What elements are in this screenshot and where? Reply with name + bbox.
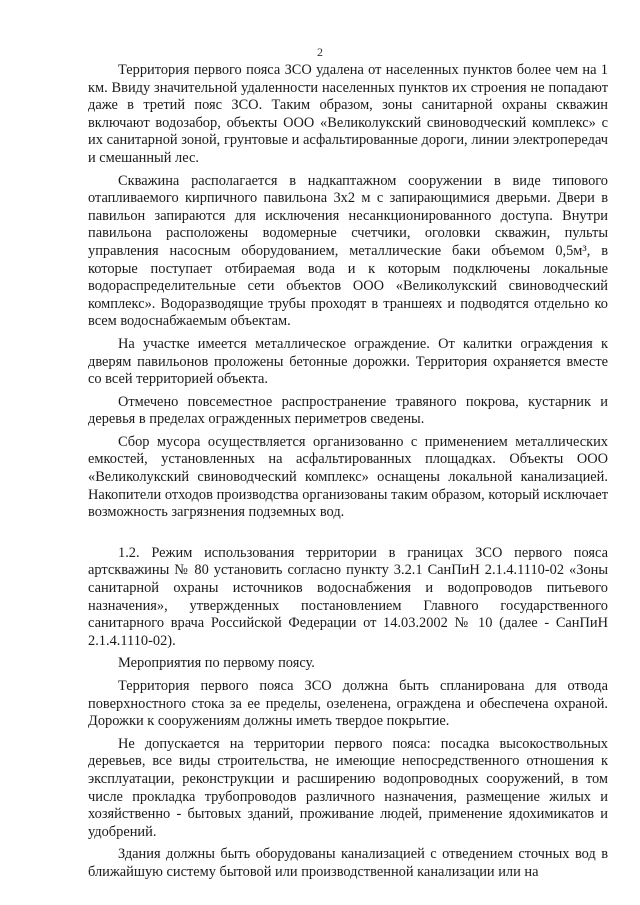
paragraph-well-pavilion: Скважина располагается в надкаптажном сооружении в виде типового отапливаемого кирпичного павильона 3х2 м с запирающимися дверьми. Двери в павильон запираются для исключения несанкционированного доступа. Внутри павильона расположены водомерные счетчики, оголовки скважин, пульты управления насосным оборудованием, металлические баки объемом 0,5м³, в которые поступает отбираемая вода и к которым подключены локальные водораспределительные сети объектов ООО «Великолукский свиноводческий комплекс». Водоразводящие трубы проходят в траншеях и подводятся отдельно ко всем водоснабжаемым объектам. [88,172,608,330]
page-number: 2 [317,45,323,59]
document-body [88,62,608,887]
paragraph-fence: На участке имеется металлическое ограждение. От калитки ограждения к дверям павильонов проложены бетонные дорожки. Территория охраняется вместе со всей территорией объекта. [88,335,608,388]
paragraph-measures-heading: Мероприятия по первому поясу. [118,655,315,672]
paragraph-territory-requirements: Территория первого пояса ЗСО должна быть спланирована для отвода поверхностного стока за ее пределы, озеленена, ограждена и обеспечена охраной. Дорожки к сооружениям должны иметь твердое покрытие. [88,678,608,730]
paragraph-vegetation: Отмечено повсеместное распространение травяного покрова, кустарник и деревья в пределах огражденных периметров сведены. [88,393,608,428]
paragraph-waste: Сбор мусора осуществляется организованно с применением металлических емкостей, установленных на асфальтированных площадках. Объекты ООО «Великолукский свиноводческий комплекс» оснащены локальной канализацией. Накопители отходов производства организованы таким образом, который исключает возможность загрязнения подземных вод. [88,433,608,521]
paragraph-sewerage: Здания должны быть оборудованы канализацией с отведением сточных вод в ближайшую систему бытовой или производственной канализации или на [88,846,608,880]
paragraph-zso-distance: Территория первого пояса ЗСО удалена от населенных пунктов более чем на 1 км. Ввиду значительной удаленности населенных пунктов их строения не попадают даже в третий пояс ЗСО. Таким образом, зоны санитарной охраны скважин включают водозабор, объекты ООО «Великолукский свиноводческий комплекс» с их санитарной зоной, грунтовые и асфальтированные дороги, линии электропередач и смешанный лес. [88,62,608,166]
paragraph-prohibitions: Не допускается на территории первого пояса: посадка высокоствольных деревьев, все виды строительства, не имеющие непосредственного отношения к эксплуатации, реконструкции и расширению водопроводных сооружений, в том числе прокладка трубопроводов различного назначения, размещение жилых и хозяйственно - бытовых зданий, проживание людей, применение ядохимикатов и удобрений. [88,735,608,840]
paragraph-section-1-2: 1.2. Режим использования территории в границах ЗСО первого пояса артскважины № 80 установить согласно пункту 3.2.1 СанПиН 2.1.4.1110-02 «Зоны санитарной охраны источников водоснабжения и водопроводов питьевого назначения», утвержденных постановлением Главного государственного санитарного врача Российской Федерации от 14.03.2002 № 10 (далее - СанПиН 2.1.4.1110-02). [88,544,608,649]
